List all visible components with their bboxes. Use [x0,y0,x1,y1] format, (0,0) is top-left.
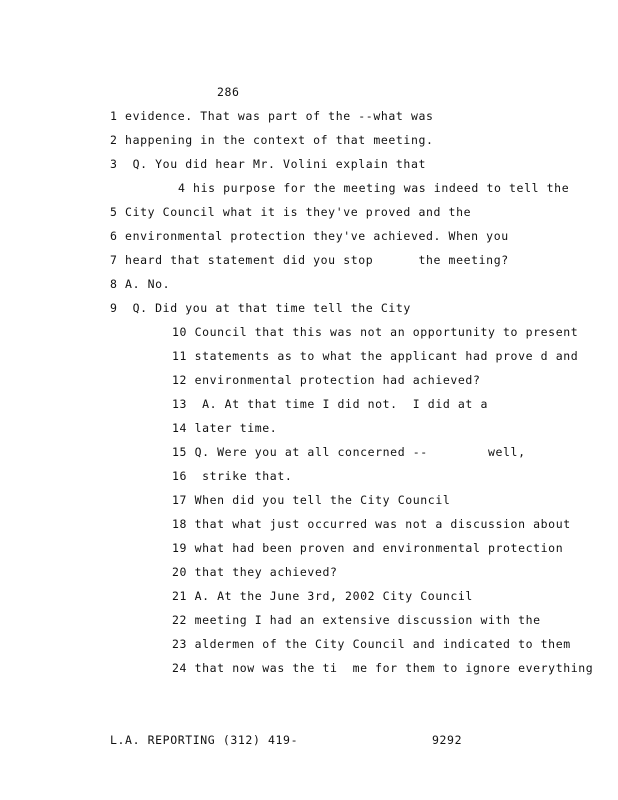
transcript-line-18: 18 that what just occurred was not a discussion about [172,517,571,531]
transcript-line-3: 3 Q. You did hear Mr. Volini explain that [110,157,426,171]
transcript-line-13: 13 A. At that time I did not. I did at a [172,397,488,411]
transcript-line-10: 10 Council that this was not an opportunity to present [172,325,579,339]
footer-phone-suffix: 9292 [432,733,463,747]
transcript-line-6: 6 environmental protection they've achieved. When you [110,229,509,243]
transcript-line-7: 7 heard that statement did you stop the meeting? [110,253,509,267]
footer-reporter: L.A. REPORTING (312) 419- [110,733,299,747]
transcript-line-23: 23 aldermen of the City Council and indicated to them [172,637,571,651]
transcript-line-2: 2 happening in the context of that meeting. [110,133,434,147]
transcript-line-1: 1 evidence. That was part of the --what was [110,109,434,123]
transcript-line-12: 12 environmental protection had achieved? [172,373,481,387]
transcript-line-11: 11 statements as to what the applicant had prove d and [172,349,579,363]
transcript-line-19: 19 what had been proven and environmental protection [172,541,564,555]
transcript-line-24: 24 that now was the ti me for them to ignore everything [172,661,594,675]
page-number: 286 [217,85,240,99]
transcript-line-4: 4 his purpose for the meeting was indeed to tell the [178,181,570,195]
transcript-line-21: 21 A. At the June 3rd, 2002 City Council [172,589,473,603]
transcript-line-9: 9 Q. Did you at that time tell the City [110,301,411,315]
transcript-line-16: 16 strike that. [172,469,293,483]
transcript-line-5: 5 City Council what it is they've proved and the [110,205,472,219]
transcript-line-22: 22 meeting I had an extensive discussion with the [172,613,541,627]
transcript-line-15: 15 Q. Were you at all concerned -- well, [172,445,526,459]
transcript-line-17: 17 When did you tell the City Council [172,493,451,507]
transcript-line-20: 20 that they achieved? [172,565,338,579]
transcript-line-14: 14 later time. [172,421,278,435]
transcript-line-8: 8 A. No. [110,277,171,291]
